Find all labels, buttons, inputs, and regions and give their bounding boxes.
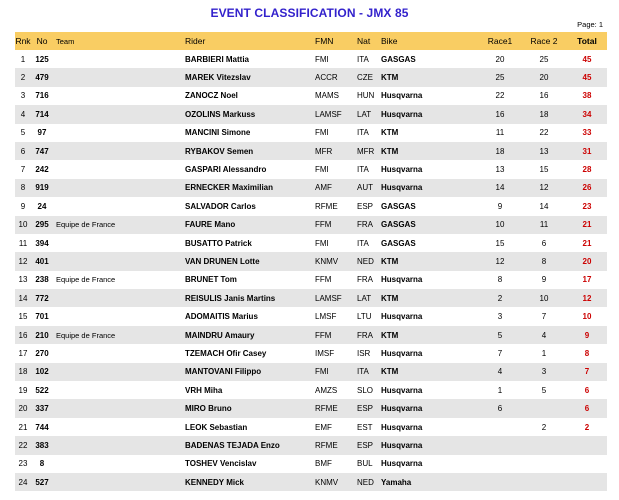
team-cell: Equipe de France bbox=[56, 275, 116, 285]
fmn-cell: AMZS bbox=[315, 385, 338, 395]
race1-cell: 25 bbox=[479, 68, 521, 86]
table-header-row bbox=[15, 32, 607, 50]
race1-cell: 14 bbox=[479, 179, 521, 197]
bike-cell: Husqvarna bbox=[381, 436, 479, 454]
rank-cell: 14 bbox=[15, 289, 31, 307]
number-cell: 102 bbox=[31, 363, 53, 381]
race2-cell: 2 bbox=[541, 422, 547, 432]
col-header-rank: Rnk bbox=[15, 32, 31, 50]
rider-cell: MANCINI Simone bbox=[185, 128, 251, 138]
team-cell bbox=[53, 234, 185, 252]
race1-cell: 6 bbox=[479, 399, 521, 417]
bike-cell: KTM bbox=[381, 142, 479, 160]
number-cell: 97 bbox=[37, 128, 47, 138]
team-cell bbox=[53, 252, 185, 270]
race2-cell: 14 bbox=[539, 201, 549, 211]
classification-table bbox=[15, 32, 607, 491]
bike-cell: KTM bbox=[381, 289, 479, 307]
team-cell bbox=[53, 105, 185, 123]
rank-cell: 23 bbox=[18, 459, 28, 469]
total-cell: 33 bbox=[582, 128, 592, 138]
table-row bbox=[15, 216, 607, 234]
total-cell: 21 bbox=[567, 216, 607, 234]
nationality-cell: BUL bbox=[357, 459, 373, 469]
total-cell: 6 bbox=[567, 399, 607, 417]
rider-cell: ZANOCZ Noel bbox=[185, 91, 238, 101]
number-cell: 479 bbox=[31, 68, 53, 86]
rank-cell: 11 bbox=[18, 238, 28, 248]
bike-cell: Husqvarna bbox=[381, 179, 479, 197]
rider-cell: TOSHEV Vencislav bbox=[185, 459, 257, 469]
race1-cell: 7 bbox=[497, 348, 503, 358]
race1-cell bbox=[479, 436, 521, 454]
rider-cell: OZOLINS Markuss bbox=[185, 105, 315, 123]
table-row bbox=[15, 455, 607, 473]
rider-cell: BUSATTO Patrick bbox=[185, 238, 252, 248]
table-row bbox=[15, 160, 607, 178]
rider-cell: TZEMACH Ofir Casey bbox=[185, 348, 267, 358]
table-row bbox=[15, 124, 607, 142]
bike-cell: KTM bbox=[381, 68, 479, 86]
fmn-cell: LAMSF bbox=[315, 289, 357, 307]
bike-cell: KTM bbox=[381, 128, 399, 138]
nationality-cell: FRA bbox=[357, 275, 373, 285]
rider-cell: BARBIERI Mattia bbox=[185, 54, 250, 64]
race2-cell: 7 bbox=[541, 312, 547, 322]
table-row bbox=[15, 381, 607, 399]
rank-cell: 16 bbox=[15, 326, 31, 344]
rank-cell: 19 bbox=[18, 385, 28, 395]
race2-cell: 1 bbox=[541, 348, 547, 358]
number-cell: 772 bbox=[31, 289, 53, 307]
race1-cell: 15 bbox=[495, 238, 505, 248]
race2-cell: 6 bbox=[541, 238, 547, 248]
nationality-cell: LAT bbox=[357, 105, 381, 123]
table-row bbox=[15, 234, 607, 252]
bike-cell: KTM bbox=[381, 363, 479, 381]
race1-cell: 22 bbox=[495, 91, 505, 101]
nationality-cell: ESP bbox=[357, 399, 381, 417]
table-row bbox=[15, 105, 607, 123]
number-cell: 210 bbox=[31, 326, 53, 344]
fmn-cell: BMF bbox=[315, 459, 332, 469]
total-cell: 10 bbox=[582, 312, 592, 322]
total-cell: 17 bbox=[582, 275, 592, 285]
col-header-total: Total bbox=[567, 32, 607, 50]
race2-cell: 3 bbox=[521, 363, 567, 381]
nationality-cell: CZE bbox=[357, 68, 381, 86]
fmn-cell: KNMV bbox=[315, 473, 357, 491]
rider-cell: ADOMAITIS Marius bbox=[185, 312, 258, 322]
race1-cell: 11 bbox=[495, 128, 505, 138]
total-cell: 20 bbox=[567, 252, 607, 270]
rank-cell: 1 bbox=[20, 54, 26, 64]
nationality-cell: ITA bbox=[357, 128, 369, 138]
race1-cell: 10 bbox=[479, 216, 521, 234]
team-cell bbox=[53, 124, 185, 142]
rank-cell: 8 bbox=[15, 179, 31, 197]
race2-cell: 10 bbox=[521, 289, 567, 307]
number-cell: 394 bbox=[35, 238, 49, 248]
number-cell: 383 bbox=[31, 436, 53, 454]
nationality-cell: EST bbox=[357, 422, 373, 432]
race2-cell: 15 bbox=[539, 165, 549, 175]
nationality-cell: ITA bbox=[357, 363, 381, 381]
total-cell: 6 bbox=[584, 385, 590, 395]
total-cell bbox=[567, 455, 607, 473]
rider-cell: LEOK Sebastian bbox=[185, 422, 248, 432]
fmn-cell: RFME bbox=[315, 436, 357, 454]
team-cell bbox=[53, 197, 185, 215]
bike-cell: Yamaha bbox=[381, 473, 479, 491]
table-row bbox=[15, 68, 607, 86]
bike-cell: Husqvarna bbox=[381, 348, 423, 358]
fmn-cell: FMI bbox=[315, 165, 329, 175]
table-row bbox=[15, 289, 607, 307]
rank-cell: 4 bbox=[15, 105, 31, 123]
col-header-race2: Race 2 bbox=[521, 32, 567, 50]
race1-cell: 13 bbox=[495, 165, 505, 175]
bike-cell: GASGAS bbox=[381, 216, 479, 234]
race2-cell: 12 bbox=[521, 179, 567, 197]
rank-cell: 21 bbox=[18, 422, 28, 432]
fmn-cell: FMI bbox=[315, 238, 329, 248]
team-cell bbox=[53, 455, 185, 473]
bike-cell: Husqvarna bbox=[381, 91, 423, 101]
race2-cell: 4 bbox=[521, 326, 567, 344]
race2-cell: 13 bbox=[521, 142, 567, 160]
table-row bbox=[15, 307, 607, 325]
number-cell: 401 bbox=[31, 252, 53, 270]
table-row bbox=[15, 473, 607, 491]
rank-cell: 6 bbox=[15, 142, 31, 160]
race1-cell bbox=[479, 455, 521, 473]
number-cell: 270 bbox=[35, 348, 49, 358]
bike-cell: GASGAS bbox=[381, 54, 416, 64]
col-header-rider: Rider bbox=[185, 32, 315, 50]
team-cell bbox=[53, 68, 185, 86]
fmn-cell: LAMSF bbox=[315, 105, 357, 123]
col-header-race1: Race1 bbox=[479, 32, 521, 50]
nationality-cell: ISR bbox=[357, 348, 371, 358]
race1-cell: 18 bbox=[479, 142, 521, 160]
nationality-cell: AUT bbox=[357, 179, 381, 197]
team-cell: Equipe de France bbox=[53, 326, 185, 344]
fmn-cell: FMI bbox=[315, 363, 357, 381]
nationality-cell: SLO bbox=[357, 385, 374, 395]
nationality-cell: ITA bbox=[357, 54, 369, 64]
race2-cell: 20 bbox=[521, 68, 567, 86]
race2-cell bbox=[521, 436, 567, 454]
rank-cell: 10 bbox=[15, 216, 31, 234]
rank-cell: 2 bbox=[15, 68, 31, 86]
team-cell bbox=[53, 142, 185, 160]
classification-rows bbox=[15, 50, 607, 491]
race2-cell bbox=[521, 473, 567, 491]
team-cell bbox=[53, 399, 185, 417]
col-header-nat: Nat bbox=[357, 32, 381, 50]
total-cell: 21 bbox=[582, 238, 592, 248]
nationality-cell: FRA bbox=[357, 216, 381, 234]
team-cell bbox=[53, 160, 185, 178]
col-header-bike: Bike bbox=[381, 32, 479, 50]
team-cell bbox=[53, 87, 185, 105]
number-cell: 295 bbox=[31, 216, 53, 234]
number-cell: 527 bbox=[31, 473, 53, 491]
rider-cell: MANTOVANI Filippo bbox=[185, 363, 315, 381]
fmn-cell: KNMV bbox=[315, 252, 357, 270]
number-cell: 522 bbox=[35, 385, 49, 395]
race2-cell: 18 bbox=[521, 105, 567, 123]
rank-cell: 24 bbox=[15, 473, 31, 491]
nationality-cell: NED bbox=[357, 252, 381, 270]
fmn-cell: LMSF bbox=[315, 312, 337, 322]
nationality-cell: ESP bbox=[357, 201, 374, 211]
race2-cell: 9 bbox=[541, 275, 547, 285]
rank-cell: 20 bbox=[15, 399, 31, 417]
bike-cell: Husqvarna bbox=[381, 275, 423, 285]
bike-cell: Husqvarna bbox=[381, 312, 423, 322]
rank-cell: 12 bbox=[15, 252, 31, 270]
bike-cell: KTM bbox=[381, 252, 479, 270]
number-cell: 24 bbox=[37, 201, 47, 211]
race2-cell: 8 bbox=[521, 252, 567, 270]
rider-cell: REISULIS Janis Martins bbox=[185, 289, 315, 307]
number-cell: 744 bbox=[35, 422, 49, 432]
race1-cell: 16 bbox=[479, 105, 521, 123]
race1-cell: 5 bbox=[479, 326, 521, 344]
table-row bbox=[15, 271, 607, 289]
rank-cell: 5 bbox=[20, 128, 26, 138]
fmn-cell: MFR bbox=[315, 142, 357, 160]
race1-cell: 12 bbox=[479, 252, 521, 270]
fmn-cell: AMF bbox=[315, 179, 357, 197]
nationality-cell: MFR bbox=[357, 142, 381, 160]
table-row bbox=[15, 50, 607, 68]
rider-cell: KENNEDY Mick bbox=[185, 473, 315, 491]
table-row bbox=[15, 179, 607, 197]
rank-cell: 22 bbox=[15, 436, 31, 454]
race2-cell: 11 bbox=[521, 216, 567, 234]
total-cell: 38 bbox=[582, 91, 592, 101]
race2-cell bbox=[521, 455, 567, 473]
race1-cell: 8 bbox=[497, 275, 503, 285]
fmn-cell: RFME bbox=[315, 399, 357, 417]
total-cell: 31 bbox=[567, 142, 607, 160]
total-cell: 2 bbox=[584, 422, 590, 432]
table-row bbox=[15, 399, 607, 417]
number-cell: 747 bbox=[31, 142, 53, 160]
total-cell: 34 bbox=[567, 105, 607, 123]
race1-cell bbox=[479, 418, 521, 436]
race1-cell: 9 bbox=[497, 201, 503, 211]
number-cell: 238 bbox=[35, 275, 49, 285]
bike-cell: KTM bbox=[381, 326, 479, 344]
nationality-cell: ITA bbox=[357, 238, 369, 248]
table-row bbox=[15, 363, 607, 381]
rank-cell: 7 bbox=[20, 165, 26, 175]
rider-cell: VRH Miha bbox=[185, 385, 223, 395]
total-cell: 26 bbox=[567, 179, 607, 197]
team-cell bbox=[53, 363, 185, 381]
page-number: Page: 1 bbox=[577, 20, 603, 29]
total-cell: 8 bbox=[584, 348, 590, 358]
number-cell: 337 bbox=[31, 399, 53, 417]
col-header-team: Team bbox=[53, 32, 185, 50]
rank-cell: 17 bbox=[18, 348, 28, 358]
table-row bbox=[15, 418, 607, 436]
rider-cell: MAREK Vitezslav bbox=[185, 68, 315, 86]
team-cell bbox=[53, 381, 185, 399]
table-row bbox=[15, 436, 607, 454]
fmn-cell: MAMS bbox=[315, 91, 339, 101]
race2-cell: 22 bbox=[539, 128, 549, 138]
fmn-cell: RFME bbox=[315, 201, 338, 211]
fmn-cell: ACCR bbox=[315, 68, 357, 86]
rider-cell: VAN DRUNEN Lotte bbox=[185, 252, 315, 270]
total-cell: 12 bbox=[567, 289, 607, 307]
col-header-fmn: FMN bbox=[315, 32, 357, 50]
nationality-cell: FRA bbox=[357, 326, 381, 344]
nationality-cell: LAT bbox=[357, 289, 381, 307]
bike-cell: Husqvarna bbox=[381, 459, 423, 469]
total-cell bbox=[567, 436, 607, 454]
fmn-cell: FMI bbox=[315, 54, 329, 64]
number-cell: 714 bbox=[31, 105, 53, 123]
bike-cell: GASGAS bbox=[381, 238, 416, 248]
number-cell: 8 bbox=[39, 459, 45, 469]
race2-cell: 25 bbox=[539, 54, 549, 64]
race1-cell: 2 bbox=[479, 289, 521, 307]
team-cell bbox=[53, 344, 185, 362]
fmn-cell: EMF bbox=[315, 422, 332, 432]
team-cell bbox=[53, 436, 185, 454]
fmn-cell: IMSF bbox=[315, 348, 335, 358]
bike-cell: Husqvarna bbox=[381, 399, 479, 417]
fmn-cell: FFM bbox=[315, 275, 332, 285]
rank-cell: 15 bbox=[18, 312, 28, 322]
rider-cell: MIRO Bruno bbox=[185, 399, 315, 417]
rank-cell: 3 bbox=[20, 91, 26, 101]
table-row bbox=[15, 87, 607, 105]
rider-cell: RYBAKOV Semen bbox=[185, 142, 315, 160]
race1-cell: 4 bbox=[479, 363, 521, 381]
rider-cell: BADENAS TEJADA Enzo bbox=[185, 436, 315, 454]
team-cell bbox=[53, 473, 185, 491]
rider-cell: BRUNET Tom bbox=[185, 275, 237, 285]
nationality-cell: ESP bbox=[357, 436, 381, 454]
number-cell: 716 bbox=[35, 91, 49, 101]
nationality-cell: ITA bbox=[357, 165, 369, 175]
nationality-cell: NED bbox=[357, 473, 381, 491]
race2-cell bbox=[521, 399, 567, 417]
fmn-cell: FFM bbox=[315, 216, 357, 234]
rider-cell: SALVADOR Carlos bbox=[185, 201, 256, 211]
team-cell bbox=[53, 50, 185, 68]
number-cell: 125 bbox=[35, 54, 49, 64]
nationality-cell: LTU bbox=[357, 312, 372, 322]
team-cell bbox=[53, 289, 185, 307]
fmn-cell: FMI bbox=[315, 128, 329, 138]
rider-cell: FAURE Mano bbox=[185, 216, 315, 234]
team-cell bbox=[53, 418, 185, 436]
page-title: EVENT CLASSIFICATION - JMX 85 bbox=[210, 6, 409, 20]
race1-cell: 1 bbox=[497, 385, 503, 395]
team-cell bbox=[53, 307, 185, 325]
rank-cell: 18 bbox=[15, 363, 31, 381]
table-row bbox=[15, 326, 607, 344]
table-row bbox=[15, 142, 607, 160]
race1-cell: 20 bbox=[495, 54, 505, 64]
race1-cell bbox=[479, 473, 521, 491]
team-cell: Equipe de France bbox=[53, 216, 185, 234]
total-cell: 28 bbox=[582, 165, 592, 175]
table-row bbox=[15, 197, 607, 215]
total-cell bbox=[567, 473, 607, 491]
bike-cell: Husqvarna bbox=[381, 422, 423, 432]
rider-cell: ERNECKER Maximilian bbox=[185, 179, 315, 197]
number-cell: 701 bbox=[35, 312, 49, 322]
table-row bbox=[15, 344, 607, 362]
bike-cell: Husqvarna bbox=[381, 385, 423, 395]
rank-cell: 9 bbox=[20, 201, 26, 211]
total-cell: 45 bbox=[582, 54, 592, 64]
rider-cell: GASPARI Alessandro bbox=[185, 165, 267, 175]
number-cell: 242 bbox=[35, 165, 49, 175]
total-cell: 9 bbox=[567, 326, 607, 344]
fmn-cell: FFM bbox=[315, 326, 357, 344]
rank-cell: 13 bbox=[18, 275, 28, 285]
total-cell: 7 bbox=[567, 363, 607, 381]
table-row bbox=[15, 252, 607, 270]
bike-cell: Husqvarna bbox=[381, 105, 479, 123]
bike-cell: Husqvarna bbox=[381, 165, 423, 175]
nationality-cell: HUN bbox=[357, 91, 375, 101]
race2-cell: 16 bbox=[539, 91, 549, 101]
col-header-no: No bbox=[31, 32, 53, 50]
race1-cell: 3 bbox=[497, 312, 503, 322]
team-cell bbox=[53, 179, 185, 197]
bike-cell: GASGAS bbox=[381, 201, 416, 211]
race2-cell: 5 bbox=[541, 385, 547, 395]
total-cell: 45 bbox=[567, 68, 607, 86]
total-cell: 23 bbox=[582, 201, 592, 211]
rider-cell: MAINDRU Amaury bbox=[185, 326, 315, 344]
number-cell: 919 bbox=[31, 179, 53, 197]
